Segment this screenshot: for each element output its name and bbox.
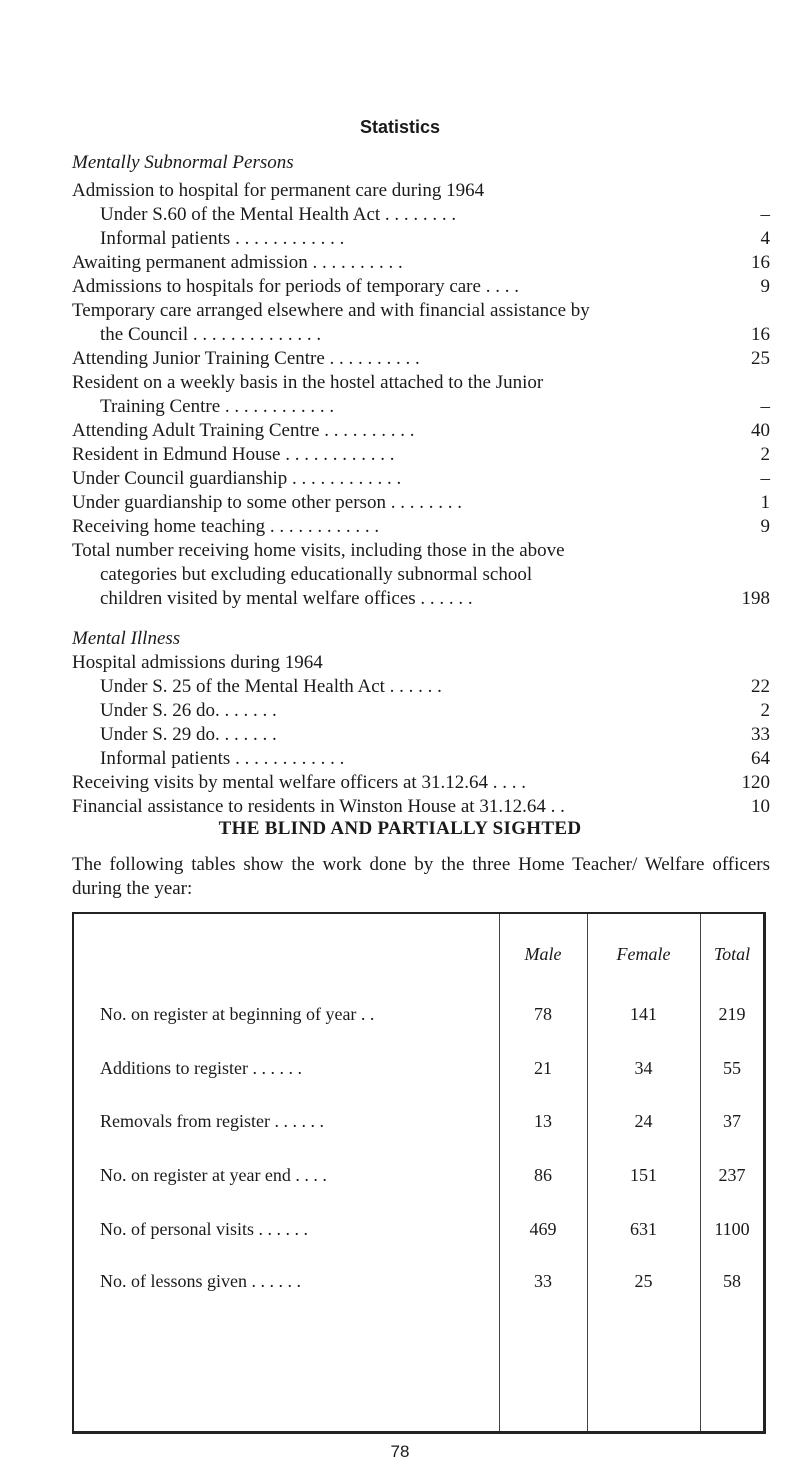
cell-male: 78 <box>534 1004 552 1024</box>
stat-label: Under Council guardianship . . . . . . . . . . . . <box>72 468 402 489</box>
stat-value: 2 <box>760 444 770 465</box>
cell-male: 13 <box>534 1111 552 1131</box>
stat-row <box>72 468 770 489</box>
stat-row <box>72 772 770 793</box>
stat-label: Resident in Edmund House . . . . . . . . . . . . <box>72 444 395 465</box>
stat-label: Training Centre . . . . . . . . . . . . <box>100 396 335 417</box>
stat-value: 22 <box>751 676 770 697</box>
column-header-male: Male <box>524 944 562 964</box>
stat-row <box>72 420 770 441</box>
row-label: No. of lessons given . . . . . . <box>100 1271 301 1291</box>
stat-row <box>72 348 770 369</box>
stat-value: 1 <box>760 492 770 513</box>
stat-value: – <box>760 204 770 225</box>
stat-row <box>100 564 770 585</box>
blind-section-title: THE BLIND AND PARTIALLY SIGHTED <box>218 818 582 839</box>
stat-row <box>72 540 770 561</box>
cell-total: 1100 <box>714 1219 750 1239</box>
stat-label: Awaiting permanent admission . . . . . . . . . . <box>72 252 403 273</box>
stat-value: 4 <box>760 228 770 249</box>
cell-male: 86 <box>534 1165 552 1185</box>
stat-value: 64 <box>751 748 770 769</box>
stat-row <box>72 444 770 465</box>
blind-register-table <box>72 912 766 1434</box>
stat-row <box>100 324 770 345</box>
section-title-mental-illness: Mental Illness <box>72 628 181 649</box>
stat-value: – <box>760 396 770 417</box>
stat-value: 16 <box>751 252 770 273</box>
stat-value: 16 <box>751 324 770 345</box>
blind-section-intro: The following tables show the work done by the three Home Teacher/ Welfare officers during the year: <box>72 854 770 899</box>
stat-label: Under guardianship to some other person . . . . . . . . <box>72 492 462 513</box>
page-number: 78 <box>390 1442 410 1461</box>
stat-label: children visited by mental welfare offices . . . . . . <box>100 588 473 609</box>
stat-value: 25 <box>751 348 770 369</box>
stat-row <box>100 588 770 609</box>
table-row <box>74 1271 764 1311</box>
stat-row <box>100 676 770 697</box>
table-row <box>74 1058 764 1098</box>
stat-label: Under S.60 of the Mental Health Act . . . . . . . . <box>100 204 457 225</box>
cell-total: 237 <box>718 1165 746 1185</box>
stat-value: 9 <box>760 516 770 537</box>
stat-value: 120 <box>741 772 770 793</box>
row-label: Additions to register . . . . . . <box>100 1058 302 1078</box>
section-title-mentally-subnormal: Mentally Subnormal Persons <box>72 152 294 173</box>
stat-value: 40 <box>751 420 770 441</box>
stat-row <box>100 724 770 745</box>
stat-row <box>72 252 770 273</box>
cell-male: 21 <box>534 1058 552 1078</box>
row-label: Removals from register . . . . . . <box>100 1111 324 1131</box>
stat-value: 10 <box>751 796 770 817</box>
stat-row <box>72 516 770 537</box>
cell-total: 37 <box>723 1111 741 1131</box>
stat-label: Receiving home teaching . . . . . . . . . . . . <box>72 516 380 537</box>
stat-label: Temporary care arranged elsewhere and with financial assistance by <box>72 300 590 321</box>
stat-label: Informal patients . . . . . . . . . . . . <box>100 228 345 249</box>
row-label: No. on register at year end . . . . <box>100 1165 327 1185</box>
stat-value: 9 <box>760 276 770 297</box>
cell-female: 25 <box>634 1271 653 1291</box>
cell-male: 33 <box>534 1271 552 1291</box>
cell-total: 55 <box>723 1058 741 1078</box>
stat-row <box>72 300 770 321</box>
cell-female: 151 <box>630 1165 657 1185</box>
stat-row <box>100 748 770 769</box>
stat-row <box>100 228 770 249</box>
column-header-total: Total <box>713 944 751 964</box>
section-intro: Hospital admissions during 1964 <box>72 652 323 673</box>
table-row <box>74 1004 764 1044</box>
stat-value: 198 <box>741 588 770 609</box>
table-row <box>74 1111 764 1151</box>
page-heading: Statistics <box>359 117 441 137</box>
row-label: No. on register at beginning of year . . <box>100 1004 375 1024</box>
stat-label: the Council . . . . . . . . . . . . . . <box>100 324 322 345</box>
stat-label: Admissions to hospitals for periods of temporary care . . . . <box>72 276 519 297</box>
stat-row <box>72 796 770 817</box>
stat-value: 2 <box>760 700 770 721</box>
stat-value: 33 <box>751 724 770 745</box>
stat-label: Resident on a weekly basis in the hostel attached to the Junior <box>72 372 544 393</box>
cell-total: 219 <box>718 1004 746 1024</box>
stat-row <box>100 700 770 721</box>
stat-row <box>100 396 770 417</box>
table-row <box>74 1165 764 1205</box>
cell-female: 141 <box>630 1004 657 1024</box>
stat-label: Under S. 29 do. . . . . . . <box>100 724 277 745</box>
table-row <box>74 1219 764 1259</box>
stat-label: Attending Adult Training Centre . . . . . . . . . . <box>72 420 415 441</box>
stat-label: Attending Junior Training Centre . . . . . . . . . . <box>72 348 420 369</box>
stat-row <box>100 204 770 225</box>
stat-label: Financial assistance to residents in Winston House at 31.12.64 . . <box>72 796 565 817</box>
stat-row <box>72 492 770 513</box>
stat-label: categories but excluding educationally subnormal school <box>100 564 533 585</box>
stat-row <box>72 372 770 393</box>
section-intro: Admission to hospital for permanent care during 1964 <box>72 180 485 201</box>
stat-label: Informal patients . . . . . . . . . . . . <box>100 748 345 769</box>
stat-value: – <box>760 468 770 489</box>
stat-label: Under S. 25 of the Mental Health Act . . . . . . <box>100 676 442 697</box>
cell-female: 34 <box>634 1058 653 1078</box>
stat-label: Receiving visits by mental welfare officers at 31.12.64 . . . . <box>72 772 526 793</box>
stat-label: Total number receiving home visits, including those in the above <box>72 540 565 561</box>
stat-label: Under S. 26 do. . . . . . . <box>100 700 277 721</box>
cell-female: 24 <box>634 1111 653 1131</box>
cell-female: 631 <box>630 1219 657 1239</box>
column-header-female: Female <box>616 944 671 964</box>
stat-row <box>72 276 770 297</box>
cell-total: 58 <box>723 1271 741 1291</box>
row-label: No. of personal visits . . . . . . <box>100 1219 308 1239</box>
cell-male: 469 <box>529 1219 557 1239</box>
